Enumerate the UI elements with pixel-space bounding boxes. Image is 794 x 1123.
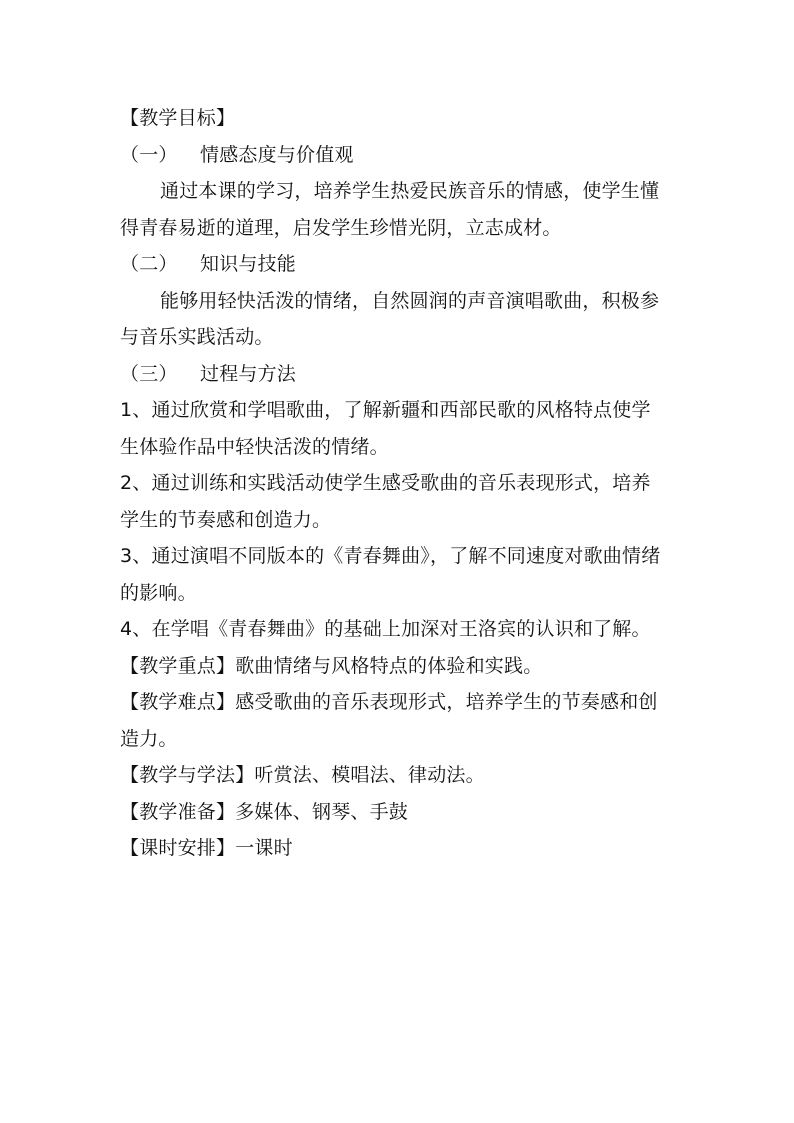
section-1-marker: （一） [120,143,178,166]
section-2-heading [120,246,680,283]
list-item-1-line-1: 1、通过欣赏和学唱歌曲，了解新疆和西部民歌的风格特点使学 [120,399,651,421]
section-3-marker: （三） [120,362,178,385]
section-2-title: 知识与技能 [200,253,297,275]
section-3-heading [120,356,680,393]
section-1-title: 情感态度与价值观 [200,143,354,166]
heading-teaching-goals: 【教学目标】 [120,107,236,129]
teaching-methods: 【教学与学法】听赏法、模唱法、律动法。 [120,764,485,786]
list-item-1-line-2: 生体验作品中轻快活泼的情绪。 [120,435,389,458]
list-item-3-line-2: 的影响。 [120,581,197,604]
section-1-paragraph-line-1: 通过本课的学习，培养学生热爱民族音乐的情感，使学生懂 [160,180,660,202]
section-1-heading [120,137,680,174]
section-2-paragraph-line-2: 与音乐实践活动。 [120,326,274,348]
document-body [120,100,680,867]
section-2-marker: （二） [120,253,178,275]
list-item-2-line-2: 学生的节奏感和创造力。 [120,508,332,531]
list-item-2-line-1: 2、通过训练和实践活动使学生感受歌曲的音乐表现形式，培养 [120,472,651,494]
section-3-title: 过程与方法 [200,362,297,385]
list-item-4-line-1: 4、在学唱《青春舞曲》的基础上加深对王洛宾的认识和了解。 [120,618,651,640]
difficult-points-line-2: 造力。 [120,727,178,750]
difficult-points-line-1: 【教学难点】感受歌曲的音乐表现形式，培养学生的节奏感和创 [120,691,658,713]
key-points: 【教学重点】歌曲情绪与风格特点的体验和实践。 [120,654,543,677]
teaching-preparation: 【教学准备】多媒体、钢琴、手鼓 [120,800,409,823]
section-2-paragraph-line-1: 能够用轻快活泼的情绪，自然圆润的声音演唱歌曲，积极参 [160,289,660,312]
class-schedule: 【课时安排】一课时 [120,837,293,859]
list-item-3-line-1: 3、通过演唱不同版本的《青春舞曲》，了解不同速度对歌曲情绪 [120,545,661,567]
section-1-paragraph-line-2: 得青春易逝的道理，启发学生珍惜光阴，立志成材。 [120,216,562,239]
